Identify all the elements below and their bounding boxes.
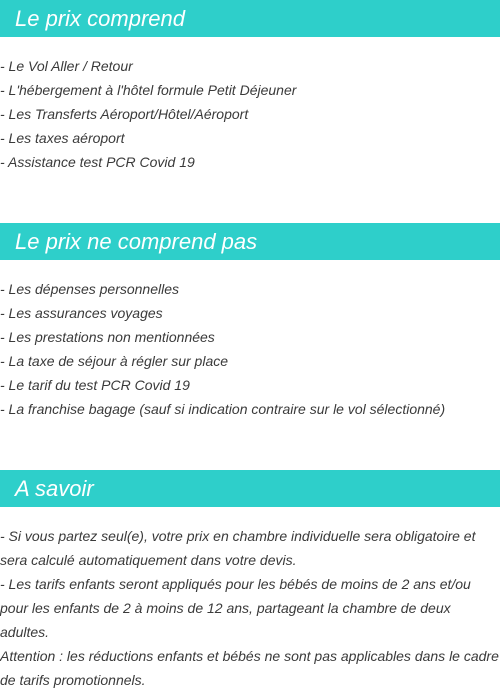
section-title-good-to-know: A savoir — [15, 475, 94, 501]
list-item: - L'hébergement à l'hôtel formule Petit Déjeuner — [0, 82, 297, 98]
list-item: - Les prestations non mentionnées — [0, 329, 215, 345]
list-item: - Les Transferts Aéroport/Hôtel/Aéroport — [0, 106, 249, 122]
not-included-list — [0, 277, 500, 421]
list-item: - Assistance test PCR Covid 19 — [0, 154, 195, 170]
section-header-included — [0, 0, 500, 37]
list-item: - Les taxes aéroport — [0, 130, 125, 146]
info-paragraph: - Si vous partez seul(e), votre prix en chambre individuelle sera obligatoire et sera calculé automatiquement dans votre devis. — [0, 528, 476, 568]
section-title-not-included: Le prix ne comprend pas — [15, 228, 258, 254]
info-paragraph: - Les tarifs enfants seront appliqués pour les bébés de moins de 2 ans et/ou pour les enfants de 2 à moins de 12 ans, partageant la chambre de deux adultes. — [0, 576, 471, 640]
included-list — [0, 54, 500, 174]
list-item: - Les assurances voyages — [0, 305, 163, 321]
section-header-not-included — [0, 223, 500, 260]
good-to-know-text — [0, 524, 500, 692]
list-item: - Le tarif du test PCR Covid 19 — [0, 377, 190, 393]
list-item: - La taxe de séjour à régler sur place — [0, 353, 229, 369]
list-item: - La franchise bagage (sauf si indication contraire sur le vol sélectionné) — [0, 401, 446, 417]
section-header-good-to-know — [0, 470, 500, 507]
section-title-included: Le prix comprend — [15, 5, 185, 31]
list-item: - Les dépenses personnelles — [0, 281, 180, 297]
info-paragraph: Attention : les réductions enfants et bébés ne sont pas applicables dans le cadre de tarifs promotionnels. — [0, 648, 499, 688]
list-item: - Le Vol Aller / Retour — [0, 58, 133, 74]
